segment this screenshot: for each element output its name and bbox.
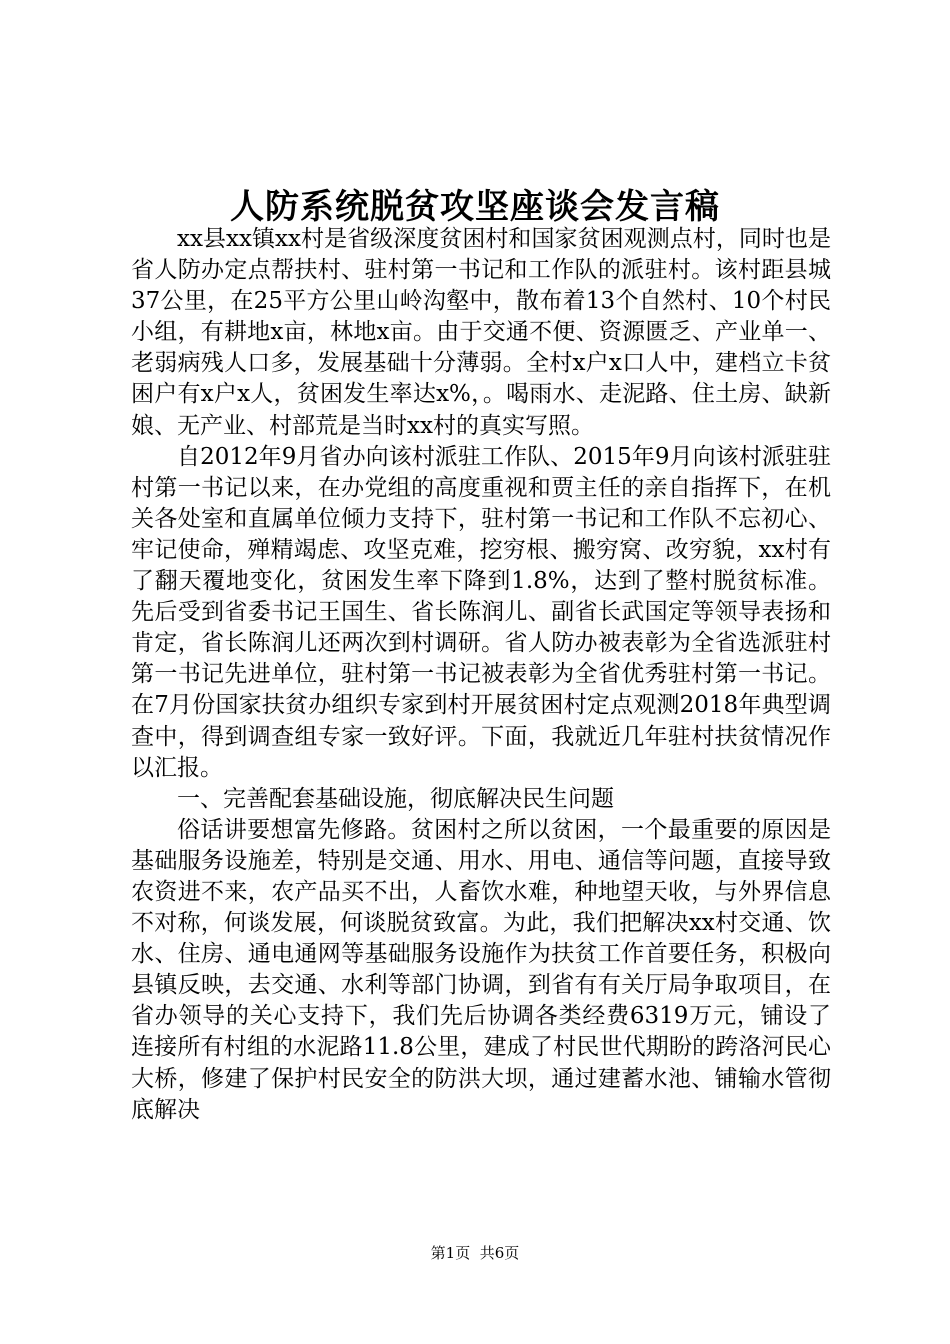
section-heading-1: 一、完善配套基础设施，彻底解决民生问题 xyxy=(177,785,614,812)
paragraph-infrastructure: 俗话讲要想富先修路。贫困村之所以贫困，一个最重要的原因是基础服务设施差，特别是交通、用水、用电、通信等问题，直接导致农资进不来，农产品买不出，人畜饮水难，种地望天收，与外界信息不对称，何谈发展，何谈脱贫致富。为此，我们把解决xx村交通、饮水、住房、通电通网等基础服务设施作为扶贫工作首要任务，积极向县镇反映，去交通、水利等部门协调，到省有有关厅局争取项目，在省办领导的关心支持下，我们先后协调各类经费6319万元，铺设了连接所有村组的水泥路11.8公里，建成了村民世代期盼的跨洛河民心大桥，修建了保护村民安全的防洪大坝，通过建蓄水池、铺输水管彻底解决 xyxy=(131,816,831,1123)
page-total: 共6页 xyxy=(479,1244,520,1262)
page-number: 第1页 xyxy=(430,1244,471,1262)
paragraph-intro: xx县xx镇xx村是省级深度贫困村和国家贫困观测点村，同时也是省人防办定点帮扶村、驻村第一书记和工作队的派驻村。该村距县城37公里，在25平方公里山岭沟壑中，散布着13个自然村、10个村民小组，有耕地x亩，林地x亩。由于交通不便、资源匮乏、产业单一、老弱病残人口多，发展基础十分薄弱。全村x户x口人中，建档立卡贫困户有x户x人，贫困发生率达x%，。喝雨水、走泥路、住土房、缺新娘、无产业、村部荒是当时xx村的真实写照。 xyxy=(131,226,831,439)
document-body xyxy=(131,224,831,1126)
paragraph-background: 自2012年9月省办向该村派驻工作队、2015年9月向该村派驻驻村第一书记以来，在办党组的高度重视和贾主任的亲自指挥下，在机关各处室和直属单位倾力支持下，驻村第一书记和工作队不忘初心、牢记使命，殚精竭虑、攻坚克难，挖穷根、搬穷窝、改穷貌，xx村有了翻天覆地变化，贫困发生率下降到1.8%，达到了整村脱贫标准。先后受到省委书记王国生、省长陈润儿、副省长武国定等领导表扬和肯定，省长陈润儿还两次到村调研。省人防办被表彰为全省选派驻村第一书记先进单位，驻村第一书记被表彰为全省优秀驻村第一书记。在7月份国家扶贫办组织专家到村开展贫困村定点观测2018年典型调查中，得到调查组专家一致好评。下面，我就近几年驻村扶贫情况作以汇报。 xyxy=(131,443,831,781)
document-title: 人防系统脱贫攻坚座谈会发言稿 xyxy=(230,187,720,227)
page-footer xyxy=(0,1243,950,1263)
